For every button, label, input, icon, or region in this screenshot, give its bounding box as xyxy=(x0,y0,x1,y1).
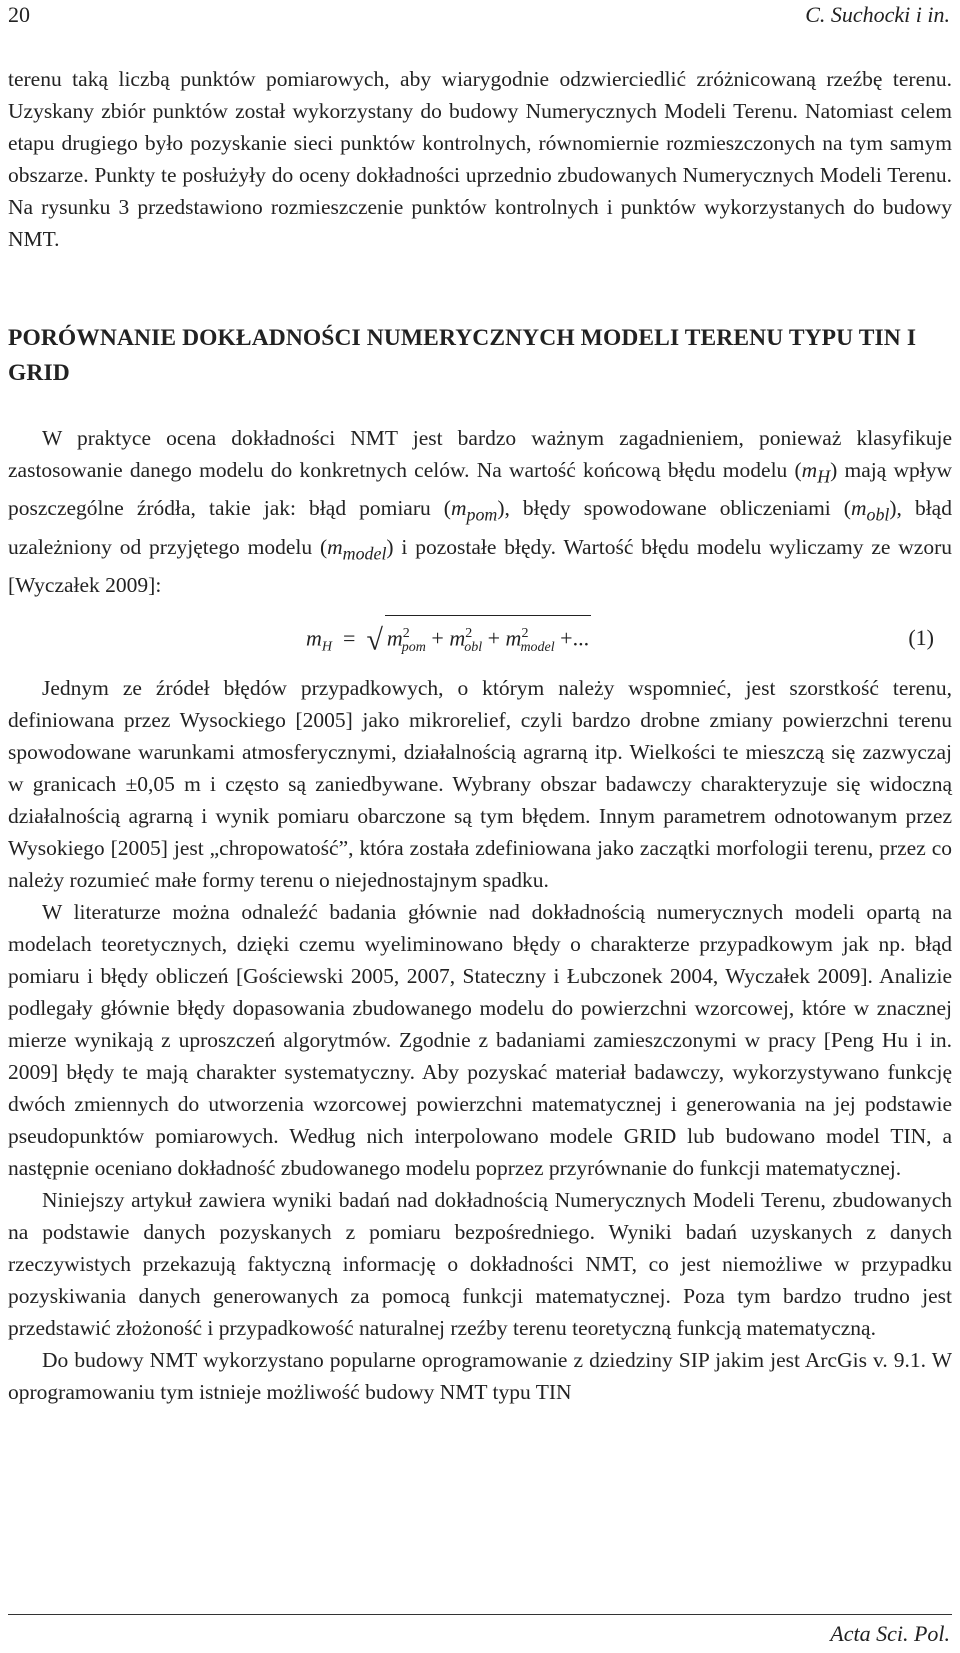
footer-divider xyxy=(8,1614,952,1615)
section-heading: PORÓWNANIE DOKŁADNOŚCI NUMERYCZNYCH MODELI TERENU TYPU TIN I GRID xyxy=(8,325,917,386)
running-head: C. Suchocki i in. xyxy=(805,2,950,27)
equation-expression: $m_H$ = √ $m^2_{pom} + m^2_{obl} + m^2_{model}$ +... xyxy=(306,615,591,666)
paragraph-intro: terenu taką liczbą punktów pomiarowych, aby wiarygodnie odzwierciedlić zróżnicowaną rzeźbę terenu. Uzyskany zbiór punktów został wykorzystany do budowy Numerycznych Modeli Terenu. Natomiast celem etapu drugiego było pozyskanie sieci punktów kontrolnych, równomiernie rozmieszczonych na tym samym obszarze. Punkty te posłużyły do oceny dokładności uprzednio zbudowanych Numerycznych Modeli Terenu. Na rysunku 3 przedstawiono rozmieszczenie punktów kontrolnych i punktów wykorzystanych do budowy NMT. xyxy=(8,67,952,251)
page-header xyxy=(8,0,950,34)
paragraph-article-scope: Niniejszy artykuł zawiera wyniki badań nad dokładnością Numerycznych Modeli Terenu, zbudowanych na podstawie danych pozyskanych z pomiaru bezpośredniego. Wyniki badań uzyskanych z danych rzeczywistych przekazują faktyczną informację o dokładności NMT, co jest niemożliwe w przypadku pozyskiwania danych generowanych za pomocą funkcji matematycznej. Poza tym bardzo trudno jest przedstawić złożoność i przypadkowość naturalnej rzeźby terenu teoretyczną funkcją matematyczną. xyxy=(8,1187,952,1340)
paragraph-roughness: Jednym ze źródeł błędów przypadkowych, o którym należy wspomnieć, jest szorstkość terenu, definiowana przez Wysockiego [2005] jako mikrorelief, czyli bardzo drobne zmiany powierzchni terenu spowodowane warunkami atmosferycznymi, działalnością agrarną itp. Wielkości te mieszczą się zazwyczaj w granicach ±0,05 m i często są zaniedbywane. Wybrany obszar badawczy charakteryzuje się widoczną działalnością agrarną i wynik pomiaru obarczone są tym błędem. Innym parametrem odnotowanym przez Wysokiego [2005] jest „chropowatość”, która została zdefiniowana jako zaczątki morfologii terenu, przez co należy rozumieć małe formy terenu o niejednostajnym spadku. xyxy=(8,675,952,892)
equation-number: (1) xyxy=(908,624,934,650)
article-body xyxy=(8,63,952,1408)
paragraph-software: Do budowy NMT wykorzystano popularne oprogramowanie z dziedziny SIP jakim jest ArcGis v. 9.1. W oprogramowaniu tym istnieje możliwość budowy NMT typu TIN xyxy=(8,1347,952,1404)
paragraph-model-error: W praktyce ocena dokładności NMT jest bardzo ważnym zagadnieniem, ponieważ klasyfikuje zastosowanie danego modelu do konkretnych celów. Na wartość końcową błędu modelu $(m_H)$ mają wpływ poszczególne źródła, takie jak: błąd pomiaru $(m_{pom})$, błędy spowodowane obliczeniami $(m_{obl})$, błąd uzależniony od przyjętego modelu $(m_{model})$ i pozostałe błędy. Wartość błędu modelu wyliczamy ze wzoru [Wyczałek 2009]: xyxy=(8,426,952,597)
square-root: $m^2_{pom} + m^2_{obl} + m^2_{model}$ +... xyxy=(385,615,591,666)
paragraph-literature: W literaturze można odnaleźć badania głównie nad dokładnością numerycznych modeli opartą na modelach teoretycznych, dzięki czemu wyeliminowano błędy o charakterze przypadkowym jak np. błąd pomiaru i błędy obliczeń [Gościewski 2005, 2007, Stateczny i Łubczonek 2004, Wyczałek 2009]. Analizie podlegały głównie błędy dopasowania zbudowanego modelu do powierzchni wzorcowej, które w znacznej mierze wynikają z uproszczeń algorytmów. Zgodnie z badaniami zamieszczonymi w pracy [Peng Hu i in. 2009] błędy te mają charakter systematyczny. Aby pozyskać materiał badawczy, wykorzystywano funkcję dwóch zmiennych do utworzenia wzorcowej powierzchni matematycznej i generowania na jej podstawie pseudopunktów pomiarowych. Według nich interpolowano modele GRID lub budowano model TIN, a następnie oceniano dokładność zbudowanego modelu poprzez przyrównanie do funkcji matematycznej. xyxy=(8,899,952,1180)
journal-footer: Acta Sci. Pol. xyxy=(830,1621,950,1646)
equation-1 xyxy=(8,611,952,661)
page-number: 20 xyxy=(8,2,30,27)
